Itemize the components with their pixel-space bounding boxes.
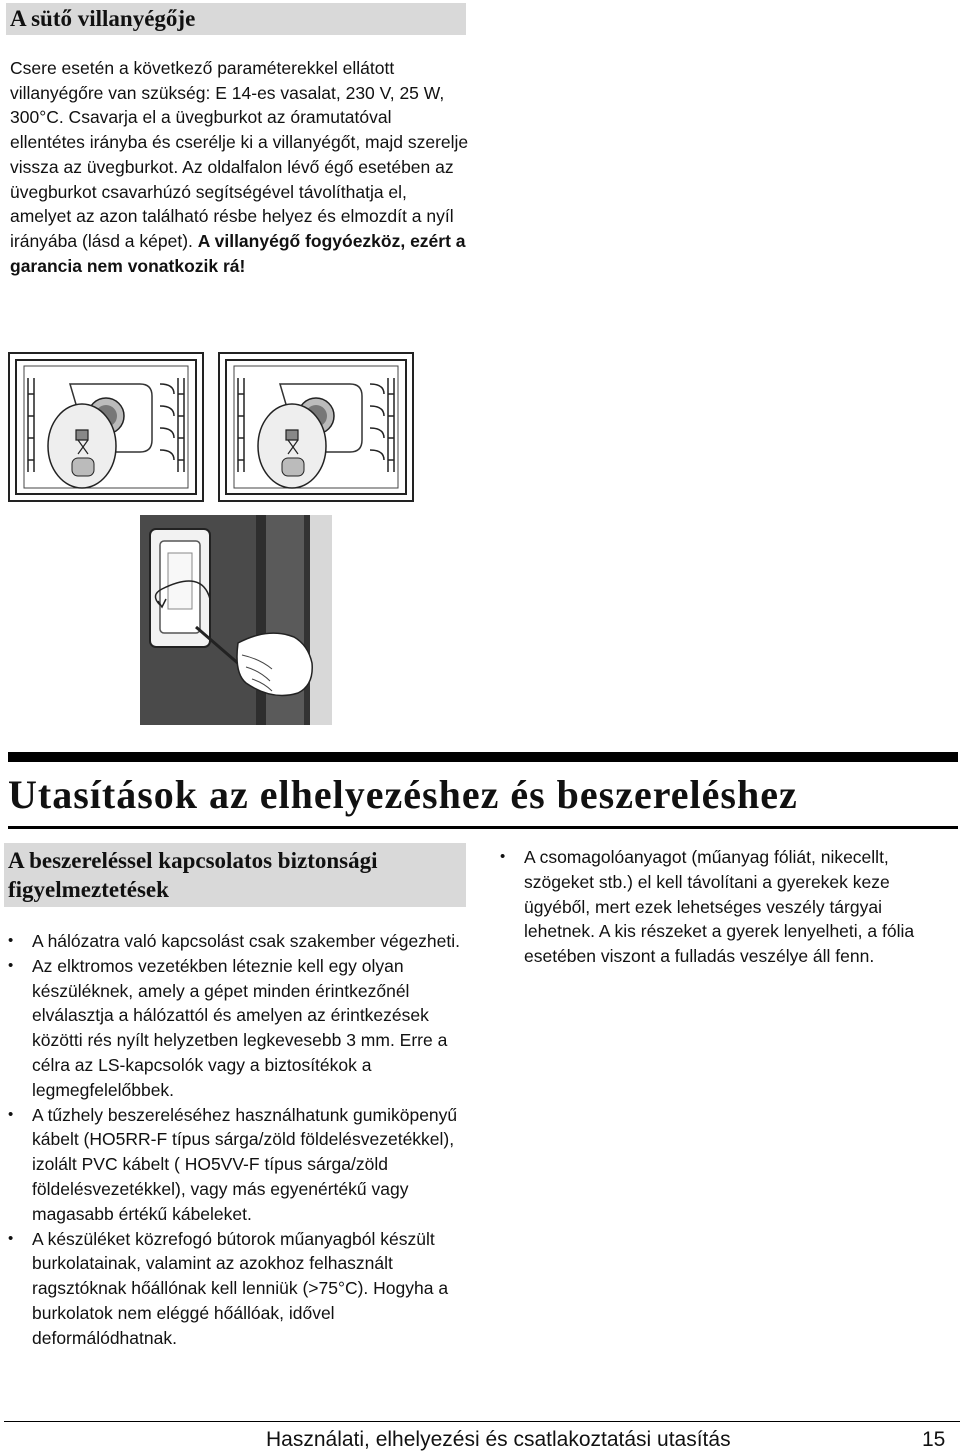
lamp-warning-text: A villanyégő fogyóezköz, ezért a garancia nem vonatkozik rá! [10,230,466,276]
list-item-text: Az elktromos vezetékben léteznie kell egy olyan készüléknek, amely a gépet minden érintkezőnél elválasztja a hálózattól és amelyen az érintkezések közötti rés nyílt helyzetben legkevesebb 3 mm. Erre a célra az LS-kapcsolók vagy a biztosítékok a legmegfelelőbbek. [32,955,448,1100]
oven-interior-icon [10,354,202,500]
bullet-dot-icon: • [8,932,14,949]
lamp-section-body [10,56,470,278]
safety-list-right [500,845,955,969]
list-item-text: A tűzhely beszereléséhez használhatunk gumiköpenyű kábelt (HO5RR-F típus sárga/zöld földelésvezetékkel), izolált PVC kábelt ( HO5VV-F típus sárga/zöld földelésvezetékkel), vagy más egyenértékű vagy magasabb értékű kábeleket. [32,1104,458,1224]
list-item-text: A csomagolóanyagot (műanyag fóliát, nikecellt, szögeket stb.) el kell távolítani a gyerekek keze ügyéből, mert ezek lehetséges veszély tárgyai lehetnek. A kis részeket a gyerek lenyelheti, a fólia esetében viszont a fulladás veszélye áll fenn. [524,847,915,967]
page-number: 15 [922,1428,946,1451]
lamp-section-title: A sütő villanyégője [6,3,466,35]
section-rule-top [8,752,958,762]
footer-title: Használati, elhelyezési és csatlakoztatási utasítás [266,1428,731,1451]
side-lamp-removal-figure [140,515,332,725]
bullet-dot-icon: • [8,956,14,974]
bullet-dot-icon: • [8,1105,14,1123]
list-item-text: A hálózatra való kapcsolást csak szakember végezheti. [32,931,460,951]
oven-interior-figure-2 [218,352,414,502]
safety-list-left [8,929,468,1351]
safety-section-title: A beszereléssel kapcsolatos biztonsági figyelmeztetések [4,843,466,907]
oven-interior-icon [220,354,412,500]
bullet-dot-icon: • [8,1229,14,1247]
list-item [8,1227,468,1351]
lamp-instructions-text: Csere esetén a következő paraméterekkel ellátott villanyégőre van szükség: E 14-es vasalat, 230 V, 25 W, 300°C. Csavarja el a üvegburkot az óramutatóval ellentétes irányba és cserélje ki a villanyégőt, majd szerelje vissza az üvegburkot. Az oldalfalon lévő égő esetében az üvegburkot csavarhúzó segítségével távolíthatja el, amelyet az azon található résbe helyez és elmozdít a nyíl irányába (lásd a képet). [10,58,469,251]
list-item [500,845,955,969]
footer-rule [4,1421,960,1422]
install-section-title: Utasítások az elhelyezéshez és beszereléshez [8,772,798,817]
list-item-text: A készüléket közrefogó bútorok műanyagból készült burkolatainak, valamint az azokhoz felhasznált ragsztóknak hőállónak kell lenniük (>75°C). Hogyha a burkolatok nem eléggé hőállóak, idővel deformálódhatnak. [32,1228,449,1348]
section-rule-underline [8,826,958,829]
oven-interior-figure-1 [8,352,204,502]
list-item [8,929,468,954]
side-lamp-removal-icon [140,515,332,725]
bullet-dot-icon: • [500,848,506,865]
list-item [8,954,468,1103]
list-item [8,1103,468,1227]
